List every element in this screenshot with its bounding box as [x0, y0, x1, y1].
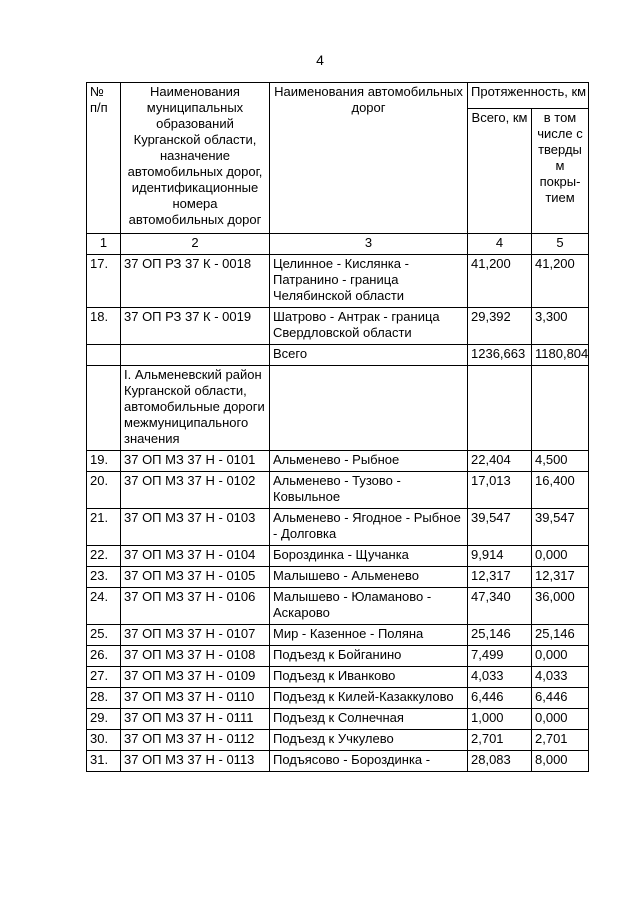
road-id: 37 ОП МЗ 37 Н - 0101: [121, 451, 270, 472]
road-name: Подъезд к Бойганино: [270, 646, 468, 667]
column-number: 2: [121, 234, 270, 255]
page-number: 4: [316, 52, 324, 68]
row-number: 29.: [87, 709, 121, 730]
table-row: [87, 567, 589, 588]
table-row: [87, 255, 589, 308]
road-id: 37 ОП РЗ 37 К - 0018: [121, 255, 270, 308]
roads-table: [86, 82, 589, 772]
road-name: [270, 366, 468, 451]
row-number: 25.: [87, 625, 121, 646]
row-number: 26.: [87, 646, 121, 667]
road-id: I. Альменевский район Курганской области, автомобильные дороги межмуниципального значения: [121, 366, 270, 451]
road-name: Малышево - Альменево: [270, 567, 468, 588]
row-number: 18.: [87, 308, 121, 345]
length-paved: 4,033: [532, 667, 589, 688]
length-total: 1236,663: [468, 345, 532, 366]
road-name: Подъясово - Бороздинка -: [270, 751, 468, 772]
road-name: Малышево - Юламаново - Аскарово: [270, 588, 468, 625]
road-id: 37 ОП МЗ 37 Н - 0110: [121, 688, 270, 709]
table-row: [87, 546, 589, 567]
length-total: 28,083: [468, 751, 532, 772]
length-total: 9,914: [468, 546, 532, 567]
length-paved: 0,000: [532, 546, 589, 567]
length-total: 17,013: [468, 472, 532, 509]
column-number-row: [87, 234, 589, 255]
row-number: [87, 366, 121, 451]
column-number: 1: [87, 234, 121, 255]
table-row: [87, 345, 589, 366]
length-total: 6,446: [468, 688, 532, 709]
table-row: [87, 730, 589, 751]
road-name: Мир - Казенное - Поляна: [270, 625, 468, 646]
table-row: [87, 751, 589, 772]
length-total: 2,701: [468, 730, 532, 751]
row-number: 22.: [87, 546, 121, 567]
road-name: Альменево - Ягодное - Рыбное - Долговка: [270, 509, 468, 546]
road-id: 37 ОП МЗ 37 Н - 0106: [121, 588, 270, 625]
length-paved: 36,000: [532, 588, 589, 625]
row-number: 19.: [87, 451, 121, 472]
table-row: [87, 688, 589, 709]
length-total: [468, 366, 532, 451]
road-id: 37 ОП МЗ 37 Н - 0103: [121, 509, 270, 546]
road-id: 37 ОП МЗ 37 Н - 0112: [121, 730, 270, 751]
length-total: 29,392: [468, 308, 532, 345]
table-row: [87, 308, 589, 345]
road-name: Альменево - Рыбное: [270, 451, 468, 472]
column-number: 5: [532, 234, 589, 255]
road-name: Всего: [270, 345, 468, 366]
length-total: 12,317: [468, 567, 532, 588]
table-row: [87, 625, 589, 646]
length-paved: 0,000: [532, 709, 589, 730]
table-row: [87, 509, 589, 546]
row-number: 24.: [87, 588, 121, 625]
length-total: 22,404: [468, 451, 532, 472]
road-name: Альменево - Тузово - Ковыльное: [270, 472, 468, 509]
header-row: [87, 83, 589, 109]
row-number: [87, 345, 121, 366]
road-name: Бороздинка - Щучанка: [270, 546, 468, 567]
table-row: [87, 451, 589, 472]
road-id: 37 ОП МЗ 37 Н - 0107: [121, 625, 270, 646]
length-total: 25,146: [468, 625, 532, 646]
length-paved: 25,146: [532, 625, 589, 646]
road-id: [121, 345, 270, 366]
road-id: 37 ОП МЗ 37 Н - 0113: [121, 751, 270, 772]
road-name: Подъезд к Солнечная: [270, 709, 468, 730]
table-row: [87, 667, 589, 688]
length-paved: 3,300: [532, 308, 589, 345]
length-paved: 16,400: [532, 472, 589, 509]
row-number: 31.: [87, 751, 121, 772]
length-total: 4,033: [468, 667, 532, 688]
length-total: 41,200: [468, 255, 532, 308]
row-number: 23.: [87, 567, 121, 588]
header-total: Всего, км: [468, 108, 532, 233]
road-name: Подъезд к Килей-Казаккулово: [270, 688, 468, 709]
length-paved: 1180,804: [532, 345, 589, 366]
road-id: 37 ОП МЗ 37 Н - 0109: [121, 667, 270, 688]
length-total: 47,340: [468, 588, 532, 625]
header-length: Протяженность, км: [468, 83, 589, 109]
length-paved: 8,000: [532, 751, 589, 772]
length-paved: 0,000: [532, 646, 589, 667]
length-paved: 12,317: [532, 567, 589, 588]
row-number: 27.: [87, 667, 121, 688]
length-paved: 39,547: [532, 509, 589, 546]
row-number: 21.: [87, 509, 121, 546]
table-row: [87, 709, 589, 730]
road-id: 37 ОП МЗ 37 Н - 0104: [121, 546, 270, 567]
road-name: Подъезд к Иванково: [270, 667, 468, 688]
length-total: 39,547: [468, 509, 532, 546]
column-number: 4: [468, 234, 532, 255]
table-row: [87, 646, 589, 667]
road-id: 37 ОП МЗ 37 Н - 0105: [121, 567, 270, 588]
road-name: Шатрово - Антрак - граница Свердловской области: [270, 308, 468, 345]
length-paved: 4,500: [532, 451, 589, 472]
road-id: 37 ОП МЗ 37 Н - 0108: [121, 646, 270, 667]
length-paved: 41,200: [532, 255, 589, 308]
header-municipal: Наименования муниципальных образований Курганской области, назначение автомобильных дорог, идентификационные номера автомобильных дорог: [121, 83, 270, 234]
row-number: 30.: [87, 730, 121, 751]
road-id: 37 ОП МЗ 37 Н - 0111: [121, 709, 270, 730]
header-paved: в том числе с твердым покры-тием: [532, 108, 589, 233]
road-name: Подъезд к Учкулево: [270, 730, 468, 751]
road-name: Целинное - Кислянка - Патранино - граница Челябинской области: [270, 255, 468, 308]
table-body: [87, 255, 589, 772]
header-num: № п/п: [87, 83, 121, 234]
table-row: [87, 588, 589, 625]
length-paved: 6,446: [532, 688, 589, 709]
table-row: [87, 366, 589, 451]
table-row: [87, 472, 589, 509]
length-total: 1,000: [468, 709, 532, 730]
length-total: 7,499: [468, 646, 532, 667]
row-number: 17.: [87, 255, 121, 308]
row-number: 20.: [87, 472, 121, 509]
road-id: 37 ОП РЗ 37 К - 0019: [121, 308, 270, 345]
length-paved: 2,701: [532, 730, 589, 751]
road-id: 37 ОП МЗ 37 Н - 0102: [121, 472, 270, 509]
length-paved: [532, 366, 589, 451]
header-roads: Наименования автомобильных дорог: [270, 83, 468, 234]
column-number: 3: [270, 234, 468, 255]
row-number: 28.: [87, 688, 121, 709]
